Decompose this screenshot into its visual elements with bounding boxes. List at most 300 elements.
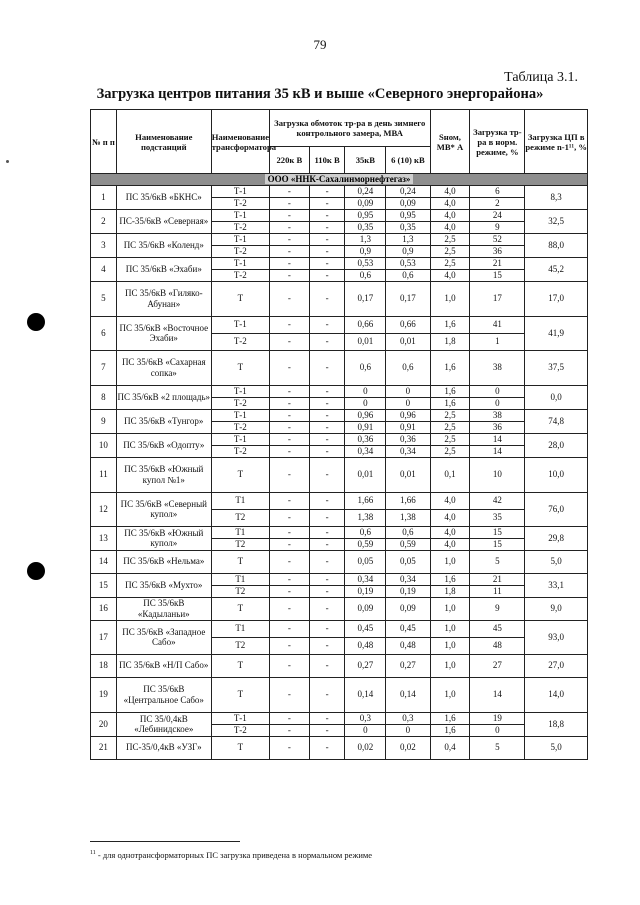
tr-load-cell: 21	[470, 257, 525, 269]
snom-cell: 4,0	[430, 526, 470, 538]
220kv-cell: -	[269, 585, 309, 597]
transformer-cell: Т-2	[211, 333, 269, 350]
tr-load-cell: 27	[470, 654, 525, 677]
footnote-text: - для однотрансформаторных ПС загрузка приведена в нормальном режиме	[95, 850, 373, 860]
substation-name-cell: ПС 35/6кВ «Эхаби»	[116, 257, 211, 281]
110kv-cell: -	[309, 637, 345, 654]
6-10kv-cell: 0,14	[386, 677, 430, 712]
row-number-cell: 15	[91, 573, 117, 597]
transformer-cell: Т-1	[211, 433, 269, 445]
substation-name-cell: ПС 35/6кВ «Коленд»	[116, 233, 211, 257]
tr-load-cell: 14	[470, 677, 525, 712]
org-row	[91, 174, 588, 186]
6-10kv-cell: 0,95	[386, 209, 430, 221]
35kv-cell: 0,19	[345, 585, 386, 597]
35kv-cell: 0,95	[345, 209, 386, 221]
row-number-cell: 6	[91, 316, 117, 350]
tr-load-cell: 0	[470, 397, 525, 409]
110kv-cell: -	[309, 185, 345, 197]
table-row	[91, 492, 588, 509]
6-10kv-cell: 0,48	[386, 637, 430, 654]
table-row	[91, 209, 588, 221]
35kv-cell: 0	[345, 397, 386, 409]
substation-name-cell: ПС-35/6кВ «Северная»	[116, 209, 211, 233]
220kv-cell: -	[269, 736, 309, 759]
substation-name-cell: ПС 35/6кВ «БКНС»	[116, 185, 211, 209]
table-row	[91, 712, 588, 724]
220kv-cell: -	[269, 492, 309, 509]
snom-cell: 2,5	[430, 433, 470, 445]
snom-cell: 1,6	[430, 573, 470, 585]
table-row	[91, 620, 588, 637]
table-row	[91, 350, 588, 385]
110kv-cell: -	[309, 736, 345, 759]
cp-load-cell: 29,8	[525, 526, 588, 550]
35kv-cell: 1,3	[345, 233, 386, 245]
220kv-cell: -	[269, 597, 309, 620]
110kv-cell: -	[309, 433, 345, 445]
6-10kv-cell: 0,17	[386, 281, 430, 316]
substation-name-cell: ПС 35/6кВ «Северный купол»	[116, 492, 211, 526]
snom-cell: 1,0	[430, 597, 470, 620]
6-10kv-cell: 0,59	[386, 538, 430, 550]
snom-cell: 1,0	[430, 550, 470, 573]
6-10kv-cell: 0,24	[386, 185, 430, 197]
transformer-cell: Т-2	[211, 269, 269, 281]
row-number-cell: 7	[91, 350, 117, 385]
35kv-cell: 0,34	[345, 445, 386, 457]
110kv-cell: -	[309, 597, 345, 620]
transformer-cell: Т-2	[211, 445, 269, 457]
6-10kv-cell: 0	[386, 385, 430, 397]
transformer-cell: Т-1	[211, 233, 269, 245]
cp-load-cell: 14,0	[525, 677, 588, 712]
35kv-cell: 0,45	[345, 620, 386, 637]
35kv-cell: 0	[345, 724, 386, 736]
punch-hole-mark	[27, 313, 45, 331]
transformer-cell: Т	[211, 677, 269, 712]
6-10kv-cell: 0,09	[386, 197, 430, 209]
substation-name-cell: ПС 35/0,4кВ «Лебинидское»	[116, 712, 211, 736]
110kv-cell: -	[309, 712, 345, 724]
snom-cell: 2,5	[430, 409, 470, 421]
220kv-cell: -	[269, 385, 309, 397]
cp-load-cell: 37,5	[525, 350, 588, 385]
110kv-cell: -	[309, 677, 345, 712]
110kv-cell: -	[309, 585, 345, 597]
transformer-cell: Т-1	[211, 385, 269, 397]
transformer-cell: Т2	[211, 538, 269, 550]
35kv-cell: 0,6	[345, 350, 386, 385]
tr-load-cell: 19	[470, 712, 525, 724]
substation-name-cell: ПС 35/6кВ «Южный купол»	[116, 526, 211, 550]
org-label: ООО «ННК-Сахалинморнефтегаз»	[265, 174, 414, 184]
page-number: 79	[313, 37, 327, 52]
transformer-cell: Т	[211, 597, 269, 620]
cp-load-cell: 32,5	[525, 209, 588, 233]
snom-cell: 1,6	[430, 316, 470, 333]
snom-cell: 4,0	[430, 209, 470, 221]
transformer-cell: Т	[211, 736, 269, 759]
snom-cell: 1,6	[430, 350, 470, 385]
transformer-cell: Т-2	[211, 724, 269, 736]
110kv-cell: -	[309, 209, 345, 221]
220kv-cell: -	[269, 316, 309, 333]
6-10kv-cell: 0,9	[386, 245, 430, 257]
substation-name-cell: ПС 35/6кВ «Гиляко-Абунан»	[116, 281, 211, 316]
tr-load-cell: 9	[470, 221, 525, 233]
110kv-cell: -	[309, 350, 345, 385]
col-header-220kv: 220к В	[269, 147, 309, 174]
substation-name-cell: ПС 35/6кВ «Тунгор»	[116, 409, 211, 433]
6-10kv-cell: 0	[386, 724, 430, 736]
transformer-cell: Т	[211, 654, 269, 677]
table-row	[91, 526, 588, 538]
snom-cell: 0,4	[430, 736, 470, 759]
110kv-cell: -	[309, 492, 345, 509]
row-number-cell: 5	[91, 281, 117, 316]
table-row	[91, 654, 588, 677]
220kv-cell: -	[269, 333, 309, 350]
tr-load-cell: 48	[470, 637, 525, 654]
tr-load-cell: 0	[470, 724, 525, 736]
row-number-cell: 11	[91, 457, 117, 492]
110kv-cell: -	[309, 269, 345, 281]
6-10kv-cell: 0,6	[386, 269, 430, 281]
snom-cell: 1,0	[430, 637, 470, 654]
row-number-cell: 9	[91, 409, 117, 433]
6-10kv-cell: 0,35	[386, 221, 430, 233]
220kv-cell: -	[269, 209, 309, 221]
tr-load-cell: 6	[470, 185, 525, 197]
row-number-cell: 21	[91, 736, 117, 759]
cp-load-cell: 33,1	[525, 573, 588, 597]
tr-load-cell: 35	[470, 509, 525, 526]
35kv-cell: 0,3	[345, 712, 386, 724]
tr-load-cell: 38	[470, 409, 525, 421]
transformer-cell: Т-2	[211, 421, 269, 433]
35kv-cell: 0,17	[345, 281, 386, 316]
220kv-cell: -	[269, 350, 309, 385]
substation-name-cell: ПС 35/6кВ «Мухто»	[116, 573, 211, 597]
snom-cell: 0,1	[430, 457, 470, 492]
6-10kv-cell: 0,36	[386, 433, 430, 445]
table-row	[91, 597, 588, 620]
substation-load-table	[90, 109, 588, 760]
col-header-6-10kv: 6 (10) кВ	[386, 147, 430, 174]
transformer-cell: Т2	[211, 585, 269, 597]
cp-load-cell: 74,8	[525, 409, 588, 433]
tr-load-cell: 5	[470, 550, 525, 573]
220kv-cell: -	[269, 397, 309, 409]
org-cell	[91, 174, 588, 186]
cp-load-cell: 5,0	[525, 736, 588, 759]
220kv-cell: -	[269, 185, 309, 197]
tr-load-cell: 15	[470, 269, 525, 281]
row-number-cell: 12	[91, 492, 117, 526]
35kv-cell: 0,09	[345, 197, 386, 209]
snom-cell: 4,0	[430, 538, 470, 550]
transformer-cell: Т-2	[211, 197, 269, 209]
transformer-cell: Т-1	[211, 185, 269, 197]
tr-load-cell: 38	[470, 350, 525, 385]
transformer-cell: Т2	[211, 509, 269, 526]
table-row	[91, 233, 588, 245]
snom-cell: 4,0	[430, 197, 470, 209]
tr-load-cell: 41	[470, 316, 525, 333]
snom-cell: 1,0	[430, 281, 470, 316]
cp-load-cell: 27,0	[525, 654, 588, 677]
6-10kv-cell: 1,3	[386, 233, 430, 245]
35kv-cell: 0,59	[345, 538, 386, 550]
cp-load-cell: 9,0	[525, 597, 588, 620]
row-number-cell: 10	[91, 433, 117, 457]
col-header-number: № п п	[91, 110, 117, 174]
220kv-cell: -	[269, 526, 309, 538]
tr-load-cell: 52	[470, 233, 525, 245]
220kv-cell: -	[269, 538, 309, 550]
scan-dot-mark	[6, 160, 9, 163]
35kv-cell: 0,36	[345, 433, 386, 445]
6-10kv-cell: 1,38	[386, 509, 430, 526]
snom-cell: 1,8	[430, 333, 470, 350]
tr-load-cell: 36	[470, 421, 525, 433]
cp-load-cell: 5,0	[525, 550, 588, 573]
220kv-cell: -	[269, 197, 309, 209]
6-10kv-cell: 0,34	[386, 573, 430, 585]
6-10kv-cell: 0,96	[386, 409, 430, 421]
snom-cell: 4,0	[430, 185, 470, 197]
35kv-cell: 0,01	[345, 457, 386, 492]
tr-load-cell: 14	[470, 433, 525, 445]
table-row	[91, 550, 588, 573]
substation-name-cell: ПС 35/6кВ «Южный купол №1»	[116, 457, 211, 492]
col-header-cp-load: Загрузка ЦП в режиме n-1¹¹, %	[525, 110, 588, 174]
220kv-cell: -	[269, 620, 309, 637]
tr-load-cell: 45	[470, 620, 525, 637]
substation-name-cell: ПС 35/6кВ «Кадыланьи»	[116, 597, 211, 620]
transformer-cell: Т-2	[211, 221, 269, 233]
6-10kv-cell: 0,45	[386, 620, 430, 637]
substation-name-cell: ПС 35/6кВ «2 площадь»	[116, 385, 211, 409]
35kv-cell: 0,48	[345, 637, 386, 654]
row-number-cell: 3	[91, 233, 117, 257]
6-10kv-cell: 0,09	[386, 597, 430, 620]
snom-cell: 4,0	[430, 509, 470, 526]
tr-load-cell: 10	[470, 457, 525, 492]
35kv-cell: 0,96	[345, 409, 386, 421]
transformer-cell: Т1	[211, 573, 269, 585]
220kv-cell: -	[269, 573, 309, 585]
row-number-cell: 19	[91, 677, 117, 712]
table-row	[91, 433, 588, 445]
220kv-cell: -	[269, 654, 309, 677]
220kv-cell: -	[269, 281, 309, 316]
table-row	[91, 677, 588, 712]
6-10kv-cell: 0,6	[386, 526, 430, 538]
35kv-cell: 0,09	[345, 597, 386, 620]
6-10kv-cell: 0,91	[386, 421, 430, 433]
transformer-cell: Т-2	[211, 245, 269, 257]
35kv-cell: 0,05	[345, 550, 386, 573]
110kv-cell: -	[309, 316, 345, 333]
220kv-cell: -	[269, 421, 309, 433]
substation-name-cell: ПС 35/6кВ «Сахарная сопка»	[116, 350, 211, 385]
substation-name-cell: ПС 35/6кВ «Одопту»	[116, 433, 211, 457]
transformer-cell: Т1	[211, 620, 269, 637]
35kv-cell: 0,27	[345, 654, 386, 677]
footnote-mark: 11	[90, 850, 96, 857]
row-number-cell: 1	[91, 185, 117, 209]
cp-load-cell: 0,0	[525, 385, 588, 409]
110kv-cell: -	[309, 421, 345, 433]
220kv-cell: -	[269, 433, 309, 445]
35kv-cell: 0,34	[345, 573, 386, 585]
35kv-cell: 0,6	[345, 269, 386, 281]
tr-load-cell: 15	[470, 526, 525, 538]
6-10kv-cell: 0,6	[386, 350, 430, 385]
6-10kv-cell: 0,05	[386, 550, 430, 573]
35kv-cell: 1,66	[345, 492, 386, 509]
transformer-cell: Т-1	[211, 209, 269, 221]
cp-load-cell: 8,3	[525, 185, 588, 209]
6-10kv-cell: 0,01	[386, 333, 430, 350]
snom-cell: 2,5	[430, 233, 470, 245]
tr-load-cell: 5	[470, 736, 525, 759]
col-header-substation: Наименование подстанций	[116, 110, 211, 174]
transformer-cell: Т	[211, 457, 269, 492]
110kv-cell: -	[309, 397, 345, 409]
cp-load-cell: 10,0	[525, 457, 588, 492]
35kv-cell: 0,14	[345, 677, 386, 712]
cp-load-cell: 88,0	[525, 233, 588, 257]
6-10kv-cell: 0,3	[386, 712, 430, 724]
cp-load-cell: 18,8	[525, 712, 588, 736]
transformer-cell: Т	[211, 350, 269, 385]
110kv-cell: -	[309, 385, 345, 397]
220kv-cell: -	[269, 221, 309, 233]
6-10kv-cell: 0,01	[386, 457, 430, 492]
220kv-cell: -	[269, 712, 309, 724]
35kv-cell: 0,9	[345, 245, 386, 257]
col-header-35kv: 35кВ	[345, 147, 386, 174]
110kv-cell: -	[309, 197, 345, 209]
220kv-cell: -	[269, 269, 309, 281]
row-number-cell: 2	[91, 209, 117, 233]
snom-cell: 2,5	[430, 245, 470, 257]
220kv-cell: -	[269, 445, 309, 457]
col-header-110kv: 110к В	[309, 147, 345, 174]
transformer-cell: Т1	[211, 492, 269, 509]
tr-load-cell: 9	[470, 597, 525, 620]
row-number-cell: 16	[91, 597, 117, 620]
col-header-winding-load: Загрузка обмоток тр-ра в день зимнего контрольного замера, МВА	[269, 110, 430, 147]
220kv-cell: -	[269, 637, 309, 654]
tr-load-cell: 24	[470, 209, 525, 221]
tr-load-cell: 17	[470, 281, 525, 316]
table-body	[91, 174, 588, 760]
110kv-cell: -	[309, 445, 345, 457]
snom-cell: 1,6	[430, 385, 470, 397]
110kv-cell: -	[309, 550, 345, 573]
tr-load-cell: 1	[470, 333, 525, 350]
220kv-cell: -	[269, 677, 309, 712]
snom-cell: 1,8	[430, 585, 470, 597]
35kv-cell: 0,24	[345, 185, 386, 197]
transformer-cell: Т-1	[211, 257, 269, 269]
snom-cell: 2,5	[430, 257, 470, 269]
110kv-cell: -	[309, 257, 345, 269]
220kv-cell: -	[269, 409, 309, 421]
6-10kv-cell: 0,19	[386, 585, 430, 597]
table-row	[91, 316, 588, 333]
cp-load-cell: 28,0	[525, 433, 588, 457]
substation-name-cell: ПС 35/6кВ «Центральное Сабо»	[116, 677, 211, 712]
substation-name-cell: ПС 35/6кВ «Западное Сабо»	[116, 620, 211, 654]
tr-load-cell: 2	[470, 197, 525, 209]
tr-load-cell: 15	[470, 538, 525, 550]
220kv-cell: -	[269, 233, 309, 245]
6-10kv-cell: 0	[386, 397, 430, 409]
6-10kv-cell: 0,27	[386, 654, 430, 677]
snom-cell: 1,0	[430, 677, 470, 712]
cp-load-cell: 45,2	[525, 257, 588, 281]
cp-load-cell: 17,0	[525, 281, 588, 316]
row-number-cell: 13	[91, 526, 117, 550]
tr-load-cell: 21	[470, 573, 525, 585]
6-10kv-cell: 1,66	[386, 492, 430, 509]
35kv-cell: 0,91	[345, 421, 386, 433]
110kv-cell: -	[309, 409, 345, 421]
snom-cell: 4,0	[430, 492, 470, 509]
snom-cell: 1,6	[430, 724, 470, 736]
35kv-cell: 0,01	[345, 333, 386, 350]
35kv-cell: 0	[345, 385, 386, 397]
table-row	[91, 385, 588, 397]
table-row	[91, 457, 588, 492]
header-row	[91, 110, 588, 147]
110kv-cell: -	[309, 538, 345, 550]
cp-load-cell: 41,9	[525, 316, 588, 350]
tr-load-cell: 42	[470, 492, 525, 509]
6-10kv-cell: 0,02	[386, 736, 430, 759]
transformer-cell: Т2	[211, 637, 269, 654]
row-number-cell: 17	[91, 620, 117, 654]
110kv-cell: -	[309, 620, 345, 637]
table-row	[91, 185, 588, 197]
snom-cell: 1,0	[430, 654, 470, 677]
110kv-cell: -	[309, 233, 345, 245]
110kv-cell: -	[309, 281, 345, 316]
cp-load-cell: 93,0	[525, 620, 588, 654]
110kv-cell: -	[309, 509, 345, 526]
transformer-cell: Т-2	[211, 397, 269, 409]
220kv-cell: -	[269, 724, 309, 736]
35kv-cell: 0,66	[345, 316, 386, 333]
footnote-divider	[90, 841, 240, 842]
transformer-cell: Т	[211, 550, 269, 573]
row-number-cell: 4	[91, 257, 117, 281]
substation-name-cell: ПС 35/6кВ «Восточное Эхаби»	[116, 316, 211, 350]
punch-hole-mark	[27, 562, 45, 580]
col-header-tr-load: Загрузка тр-ра в норм. режиме, %	[470, 110, 525, 174]
table-row	[91, 736, 588, 759]
snom-cell: 1,6	[430, 397, 470, 409]
table-row	[91, 409, 588, 421]
transformer-cell: Т-1	[211, 712, 269, 724]
transformer-cell: Т-1	[211, 409, 269, 421]
220kv-cell: -	[269, 245, 309, 257]
